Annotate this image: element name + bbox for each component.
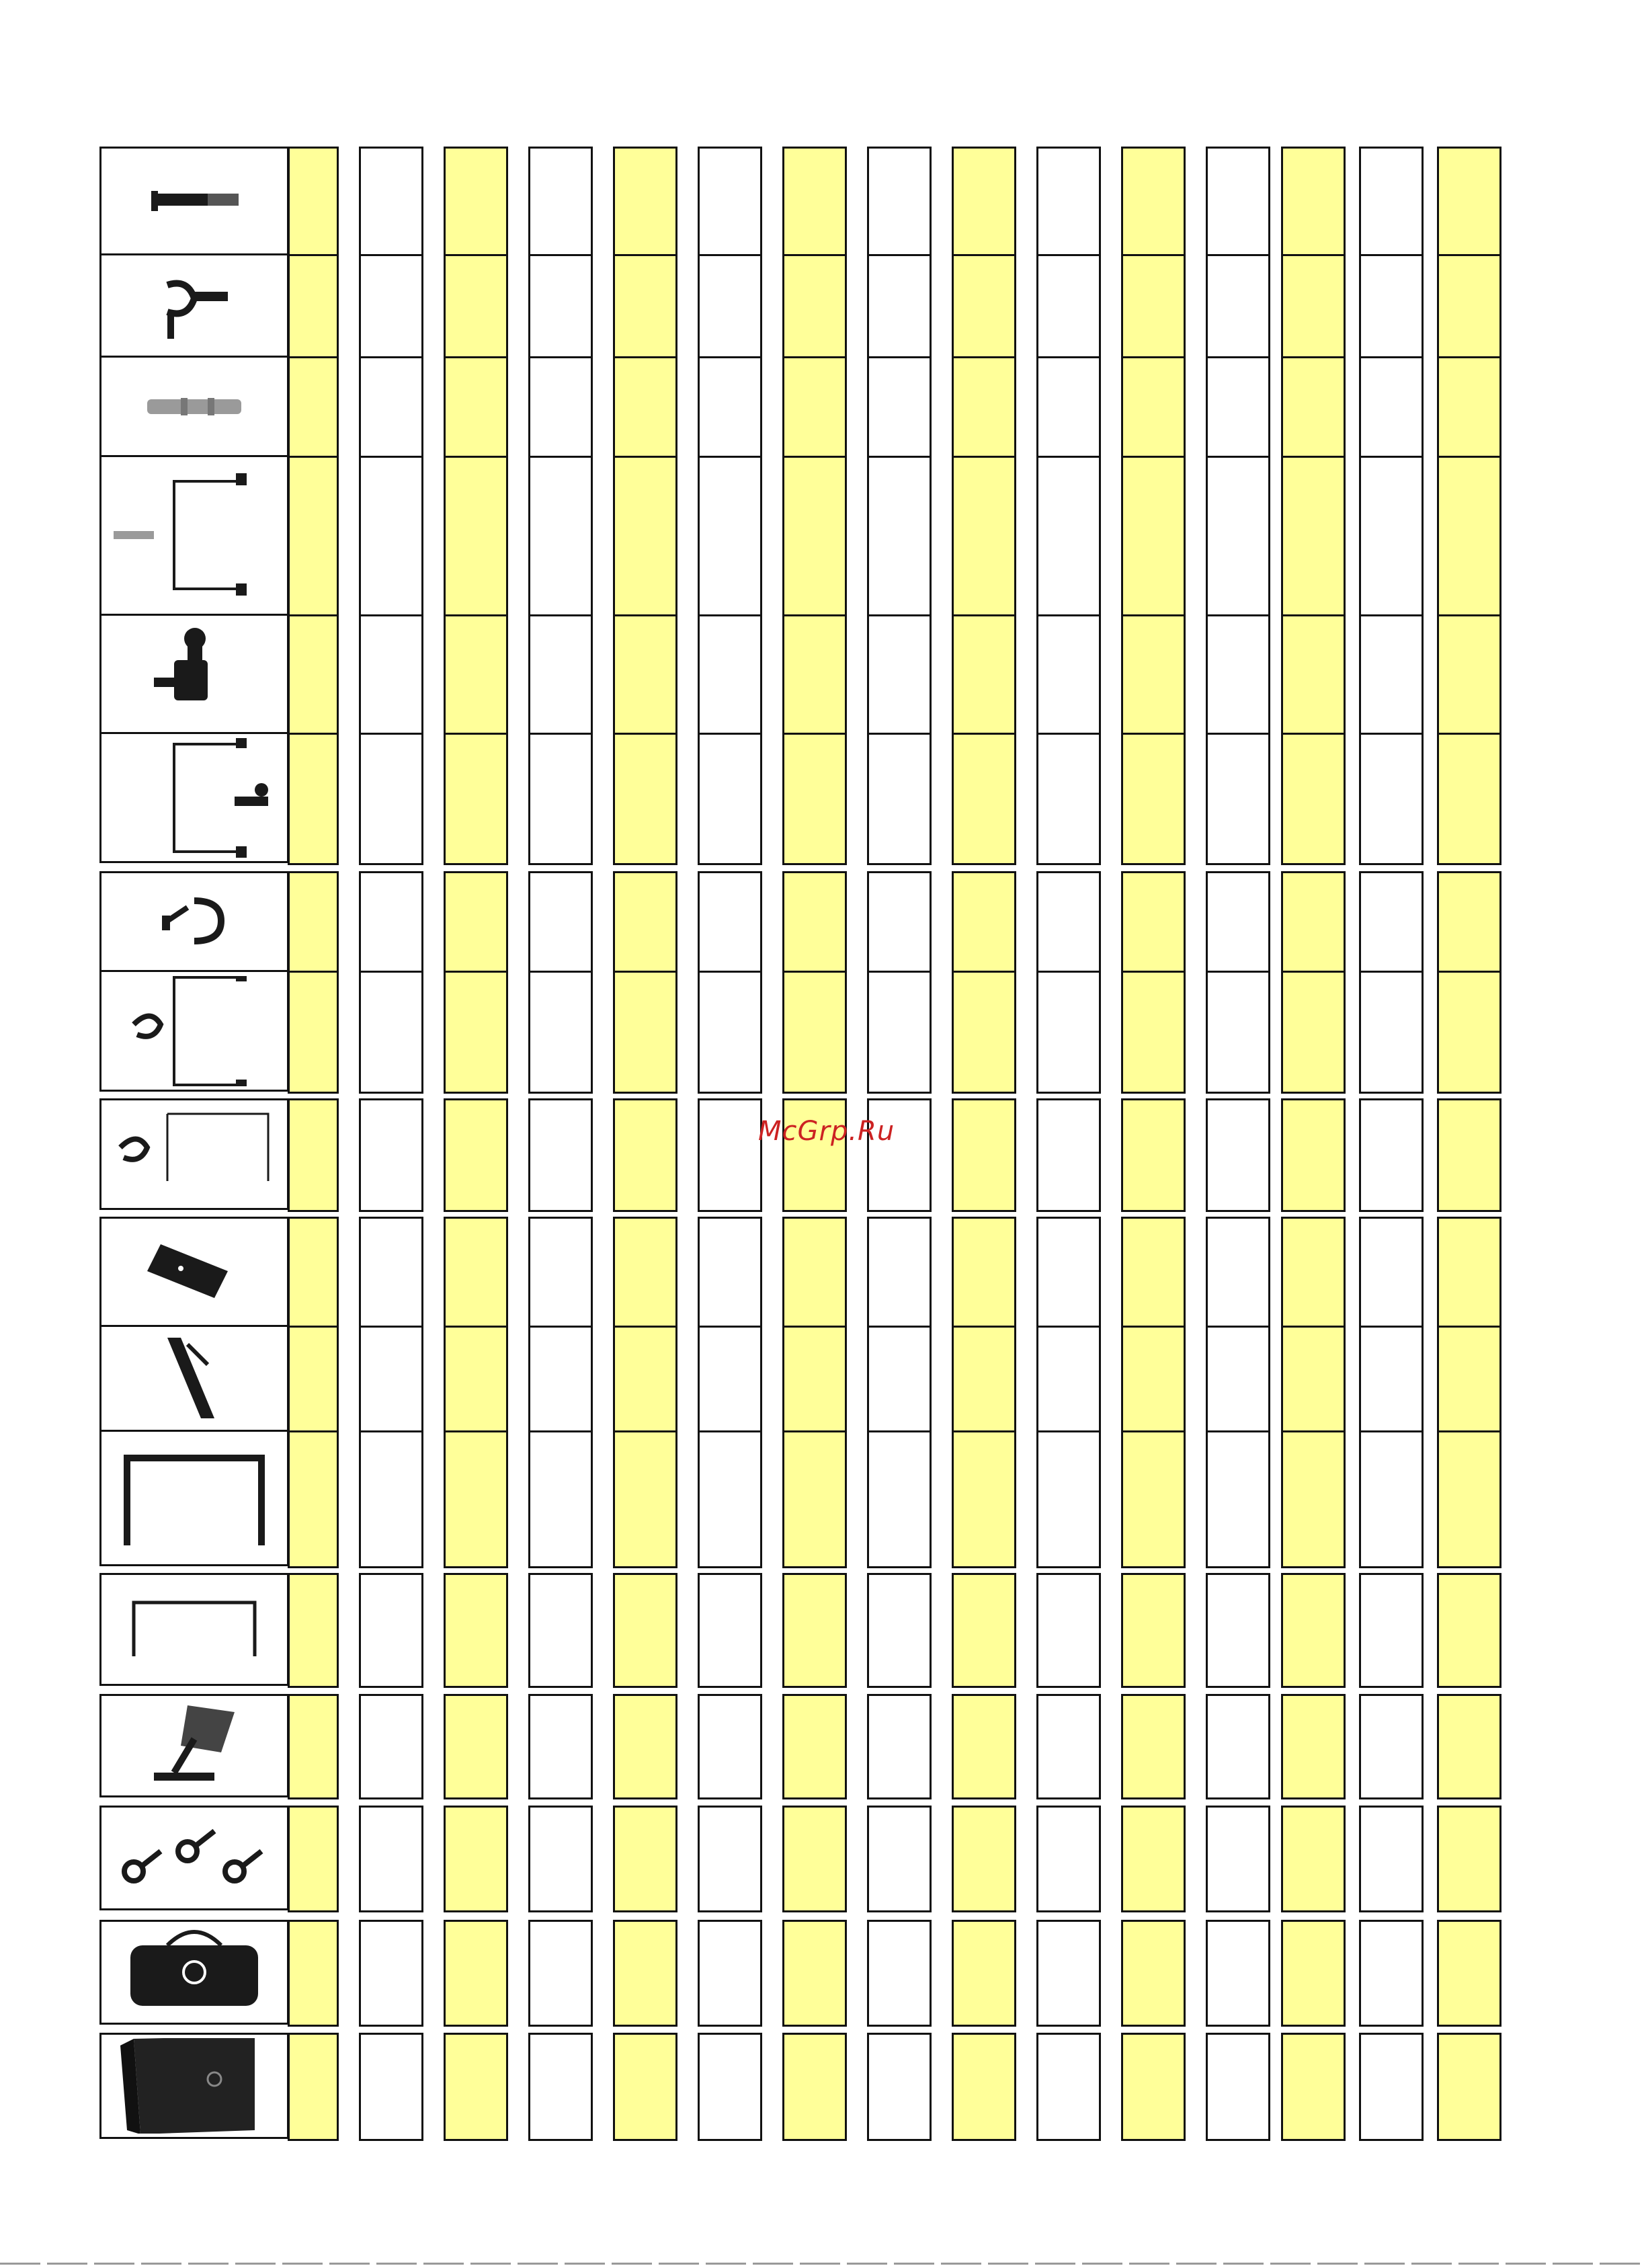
grid-cell: [1359, 1326, 1424, 1432]
grid-cell: [528, 1326, 593, 1432]
grid-cell: [1359, 971, 1424, 1094]
grid-cell: [359, 1326, 423, 1432]
grid-cell: [1036, 1326, 1101, 1432]
grid-cell: [1206, 971, 1270, 1094]
grid-cell: [1437, 1920, 1501, 2027]
grid-cell: [698, 614, 762, 735]
grid-cell: [782, 1573, 847, 1688]
grid-cell: [698, 733, 762, 865]
grid-cell: [782, 1694, 847, 1799]
grid-cell: [867, 871, 932, 973]
grid-cell: [952, 1217, 1016, 1328]
grid-cell: [952, 1430, 1016, 1568]
item-row: [104, 1328, 285, 1428]
grid-cell: [1036, 1098, 1101, 1212]
item-row: [104, 874, 285, 968]
grid-cell: [698, 1430, 762, 1568]
grid-cell: [782, 147, 847, 256]
grid-cell: [528, 456, 593, 616]
grid-cell: [1121, 1694, 1186, 1799]
grid-cell: [1281, 1573, 1346, 1688]
grid-cell: [288, 147, 339, 256]
grid-cell: [1281, 1326, 1346, 1432]
grid-cell: [1121, 1806, 1186, 1912]
grid-cell: [288, 1920, 339, 2027]
grid-cell: [1206, 1326, 1270, 1432]
grid-cell: [528, 1430, 593, 1568]
grid-cell: [1281, 2033, 1346, 2141]
row-divider: [99, 253, 289, 255]
grid-cell: [952, 614, 1016, 735]
large-u-yoke-icon: [106, 1436, 282, 1561]
grid-cell: [867, 456, 932, 616]
grid-cell: [867, 1806, 932, 1912]
row-divider: [99, 970, 289, 972]
grid-cell: [528, 1694, 593, 1799]
grid-cell: [1121, 1098, 1186, 1212]
grid-cell: [867, 733, 932, 865]
grid-cell: [528, 254, 593, 358]
grid-cell: [1281, 1217, 1346, 1328]
grid-cell: [1206, 1694, 1270, 1799]
item-row: [104, 617, 285, 730]
item-row: [104, 1922, 285, 2022]
grid-cell: [1206, 147, 1270, 256]
grid-cell: [1206, 1098, 1270, 1212]
item-row: [104, 1101, 285, 1207]
item-row: [104, 973, 285, 1089]
grid-cell: [1121, 614, 1186, 735]
grid-cell: [698, 147, 762, 256]
grid-cell: [359, 254, 423, 358]
grid-cell: [1437, 1098, 1501, 1212]
grid-cell: [1437, 614, 1501, 735]
grid-cell: [698, 356, 762, 458]
grid-cell: [867, 1920, 932, 2027]
grid-cell: [1036, 733, 1101, 865]
grid-cell: [698, 1217, 762, 1328]
item-row: [104, 458, 285, 612]
grid-cell: [288, 1098, 339, 1212]
grid-cell: [1359, 254, 1424, 358]
grid-cell: [1359, 1098, 1424, 1212]
tilt-wall-bracket-icon: [106, 1331, 282, 1425]
grid-cell: [952, 871, 1016, 973]
grid-cell: [1437, 1806, 1501, 1912]
grid-cell: [613, 733, 677, 865]
grid-cell: [528, 1806, 593, 1912]
grid-cell: [782, 1326, 847, 1432]
row-divider: [99, 455, 289, 457]
grid-cell: [1206, 1430, 1270, 1568]
grid-cell: [1206, 254, 1270, 358]
grid-cell: [1281, 1430, 1346, 1568]
g-clamp-flat-bracket-icon: [106, 1104, 282, 1205]
row-divider: [99, 732, 289, 734]
grid-cell: [288, 733, 339, 865]
grid-cell: [528, 971, 593, 1094]
grid-cell: [444, 2033, 508, 2141]
stand-adapter-tube-icon: [106, 152, 282, 249]
grid-cell: [613, 1573, 677, 1688]
grid-cell: [613, 1217, 677, 1328]
grid-cell: [288, 456, 339, 616]
grid-cell: [288, 614, 339, 735]
item-row: [104, 257, 285, 354]
grid-cell: [528, 871, 593, 973]
grid-cell: [444, 456, 508, 616]
grid-cell: [1281, 1098, 1346, 1212]
grid-cell: [1437, 871, 1501, 973]
grid-cell: [698, 1098, 762, 1212]
grid-cell: [613, 356, 677, 458]
grid-cell: [698, 971, 762, 1094]
grid-cell: [867, 1217, 932, 1328]
grid-cell: [1359, 614, 1424, 735]
grid-cell: [698, 254, 762, 358]
grid-cell: [1036, 254, 1101, 358]
speaker-cabinet-icon: [106, 2038, 282, 2134]
grid-cell: [288, 1573, 339, 1688]
grid-cell: [1036, 2033, 1101, 2141]
grid-cell: [1437, 1694, 1501, 1799]
grid-cell: [1121, 1217, 1186, 1328]
grid-cell: [288, 2033, 339, 2141]
grid-cell: [867, 1694, 932, 1799]
grid-cell: [1437, 2033, 1501, 2141]
grid-cell: [782, 1920, 847, 2027]
grid-cell: [359, 147, 423, 256]
grid-cell: [444, 1098, 508, 1212]
grid-cell: [782, 733, 847, 865]
grid-cell: [359, 2033, 423, 2141]
grid-cell: [528, 2033, 593, 2141]
grid-cell: [867, 614, 932, 735]
grid-cell: [867, 1430, 932, 1568]
eye-bolt-set-icon: [106, 1811, 282, 1905]
grid-cell: [1206, 356, 1270, 458]
grid-cell: [1036, 1217, 1101, 1328]
grid-cell: [1121, 1430, 1186, 1568]
grid-cell: [359, 1217, 423, 1328]
grid-cell: [1206, 1806, 1270, 1912]
carry-bag-icon: [106, 1925, 282, 2019]
grid-cell: [359, 356, 423, 458]
grid-cell: [613, 456, 677, 616]
item-row: [104, 2035, 285, 2136]
grid-cell: [1121, 1326, 1186, 1432]
grid-cell: [1437, 1217, 1501, 1328]
grid-cell: [444, 971, 508, 1094]
grid-cell: [867, 254, 932, 358]
grid-cell: [359, 871, 423, 973]
grid-cell: [288, 356, 339, 458]
tv-spigot-knob-icon: [106, 620, 282, 727]
grid-cell: [444, 1694, 508, 1799]
grid-cell: [1121, 871, 1186, 973]
grid-cell: [613, 1098, 677, 1212]
grid-cell: [444, 733, 508, 865]
grid-cell: [1281, 456, 1346, 616]
grid-cell: [1281, 871, 1346, 973]
grid-cell: [1036, 356, 1101, 458]
grid-cell: [1281, 356, 1346, 458]
grid-cell: [1359, 147, 1424, 256]
grid-cell: [288, 1430, 339, 1568]
grid-cell: [1206, 2033, 1270, 2141]
grid-cell: [444, 1573, 508, 1688]
grid-cell: [952, 1920, 1016, 2027]
grid-cell: [698, 1694, 762, 1799]
grid-cell: [952, 1326, 1016, 1432]
grid-cell: [288, 1694, 339, 1799]
grid-cell: [1036, 1573, 1101, 1688]
grid-cell: [782, 356, 847, 458]
grid-cell: [1281, 614, 1346, 735]
grid-cell: [698, 456, 762, 616]
grid-cell: [952, 254, 1016, 358]
grid-cell: [613, 871, 677, 973]
grid-cell: [1359, 456, 1424, 616]
grid-cell: [528, 1217, 593, 1328]
grid-cell: [782, 971, 847, 1094]
grid-cell: [952, 1694, 1016, 1799]
grid-cell: [359, 1098, 423, 1212]
grid-cell: [1437, 1430, 1501, 1568]
grid-cell: [867, 1326, 932, 1432]
grid-cell: [288, 971, 339, 1094]
grid-cell: [528, 614, 593, 735]
grid-cell: [444, 1806, 508, 1912]
grid-cell: [1437, 456, 1501, 616]
grid-cell: [782, 614, 847, 735]
item-row: [104, 359, 285, 453]
item-row: [104, 1808, 285, 1908]
item-row: [104, 735, 285, 860]
grid-cell: [1437, 254, 1501, 358]
grid-cell: [1121, 1920, 1186, 2027]
grid-cell: [1036, 1920, 1101, 2027]
grid-cell: [1359, 1694, 1424, 1799]
grid-cell: [1206, 614, 1270, 735]
grid-cell: [613, 2033, 677, 2141]
grid-cell: [444, 254, 508, 358]
item-row: [104, 1433, 285, 1564]
grid-cell: [952, 456, 1016, 616]
grid-cell: [952, 971, 1016, 1094]
grid-cell: [613, 147, 677, 256]
grid-cell: [952, 147, 1016, 256]
grid-cell: [528, 1573, 593, 1688]
grid-cell: [782, 456, 847, 616]
grid-cell: [1036, 1694, 1101, 1799]
grid-cell: [1359, 2033, 1424, 2141]
grid-cell: [528, 1098, 593, 1212]
grid-cell: [782, 1806, 847, 1912]
grid-cell: [698, 871, 762, 973]
grid-cell: [359, 971, 423, 1094]
g-clamp-u-bracket-icon: [106, 976, 282, 1086]
grid-cell: [867, 971, 932, 1094]
grid-cell: [1359, 1920, 1424, 2027]
grid-cell: [1121, 1573, 1186, 1688]
grid-cell: [952, 1098, 1016, 1212]
grid-cell: [1359, 871, 1424, 973]
grid-cell: [1281, 1920, 1346, 2027]
grid-cell: [698, 1920, 762, 2027]
grid-cell: [1437, 733, 1501, 865]
grid-cell: [444, 614, 508, 735]
grid-cell: [359, 1694, 423, 1799]
grid-cell: [1206, 733, 1270, 865]
grid-cell: [1121, 733, 1186, 865]
grid-cell: [359, 1430, 423, 1568]
spigot-adapter-icon: [106, 362, 282, 450]
grid-cell: [528, 1920, 593, 2027]
grid-cell: [1121, 2033, 1186, 2141]
grid-cell: [288, 871, 339, 973]
grid-cell: [1281, 971, 1346, 1094]
grid-cell: [1036, 456, 1101, 616]
grid-cell: [1036, 147, 1101, 256]
grid-cell: [698, 1326, 762, 1432]
grid-cell: [1281, 733, 1346, 865]
grid-cell: [867, 2033, 932, 2141]
grid-cell: [1281, 1694, 1346, 1799]
grid-cell: [1121, 147, 1186, 256]
grid-cell: [613, 1920, 677, 2027]
grid-cell: [867, 1573, 932, 1688]
grid-cell: [952, 356, 1016, 458]
thin-u-yoke-icon: [106, 1578, 282, 1680]
grid-cell: [782, 254, 847, 358]
item-row: [104, 1576, 285, 1683]
g-clamp-icon: [106, 877, 282, 965]
grid-cell: [867, 147, 932, 256]
grid-cell: [288, 254, 339, 358]
grid-cell: [1437, 1573, 1501, 1688]
grid-cell: [613, 1694, 677, 1799]
grid-cell: [952, 2033, 1016, 2141]
grid-cell: [1121, 456, 1186, 616]
grid-cell: [1359, 356, 1424, 458]
grid-cell: [782, 1430, 847, 1568]
grid-cell: [444, 147, 508, 256]
grid-cell: [952, 1573, 1016, 1688]
speaker-wall-mount-icon: [106, 1699, 282, 1792]
grid-cell: [444, 1430, 508, 1568]
grid-cell: [613, 254, 677, 358]
grid-cell: [782, 871, 847, 973]
row-divider: [99, 1430, 289, 1432]
grid-cell: [528, 147, 593, 256]
grid-cell: [288, 1806, 339, 1912]
grid-cell: [444, 1920, 508, 2027]
item-row: [104, 149, 285, 251]
grid-cell: [359, 1573, 423, 1688]
watermark: McGrp.Ru: [758, 1116, 895, 1147]
grid-cell: [782, 1217, 847, 1328]
grid-cell: [1359, 1573, 1424, 1688]
grid-cell: [1281, 254, 1346, 358]
grid-cell: [1036, 1806, 1101, 1912]
grid-cell: [1359, 1806, 1424, 1912]
grid-cell: [952, 1806, 1016, 1912]
grid-cell: [359, 733, 423, 865]
grid-cell: [1121, 971, 1186, 1094]
grid-cell: [867, 356, 932, 458]
grid-cell: [1036, 971, 1101, 1094]
row-divider: [99, 356, 289, 358]
grid-cell: [1281, 1806, 1346, 1912]
u-bracket-with-spigot-icon: [106, 461, 282, 609]
grid-cell: [952, 733, 1016, 865]
grid-cell: [698, 1573, 762, 1688]
grid-cell: [1359, 1217, 1424, 1328]
grid-cell: [444, 1217, 508, 1328]
grid-cell: [1437, 356, 1501, 458]
grid-cell: [1121, 254, 1186, 358]
grid-cell: [528, 733, 593, 865]
u-bracket-with-knob-spigot-icon: [106, 738, 282, 858]
grid-cell: [1206, 1573, 1270, 1688]
grid-cell: [359, 456, 423, 616]
grid-cell: [1121, 356, 1186, 458]
grid-cell: [359, 1806, 423, 1912]
grid-cell: [1437, 971, 1501, 1094]
grid-cell: [613, 1806, 677, 1912]
grid-cell: [613, 971, 677, 1094]
grid-cell: [444, 871, 508, 973]
wall-plate-icon: [106, 1222, 282, 1320]
grid-cell: [1036, 871, 1101, 973]
grid-cell: [444, 1326, 508, 1432]
grid-cell: [613, 1430, 677, 1568]
grid-cell: [698, 2033, 762, 2141]
grid-cell: [1036, 1430, 1101, 1568]
grid-cell: [359, 1920, 423, 2027]
row-divider: [99, 614, 289, 616]
grid-cell: [698, 1806, 762, 1912]
grid-cell: [1206, 871, 1270, 973]
grid-cell: [1281, 147, 1346, 256]
grid-cell: [1359, 733, 1424, 865]
grid-cell: [444, 356, 508, 458]
grid-cell: [613, 1326, 677, 1432]
grid-cell: [288, 1217, 339, 1328]
grid-cell: [359, 614, 423, 735]
row-divider: [99, 1325, 289, 1327]
grid-cell: [1206, 1217, 1270, 1328]
grid-cell: [1359, 1430, 1424, 1568]
grid-cell: [1437, 147, 1501, 256]
half-coupler-clamp-icon: [106, 259, 282, 351]
footer-rule: [0, 2263, 1646, 2265]
grid-cell: [288, 1326, 339, 1432]
item-row: [104, 1697, 285, 1795]
grid-cell: [613, 614, 677, 735]
grid-cell: [1036, 614, 1101, 735]
grid-cell: [1206, 1920, 1270, 2027]
grid-cell: [1206, 456, 1270, 616]
item-row: [104, 1219, 285, 1323]
grid-cell: [528, 356, 593, 458]
grid-cell: [782, 2033, 847, 2141]
grid-cell: [1437, 1326, 1501, 1432]
